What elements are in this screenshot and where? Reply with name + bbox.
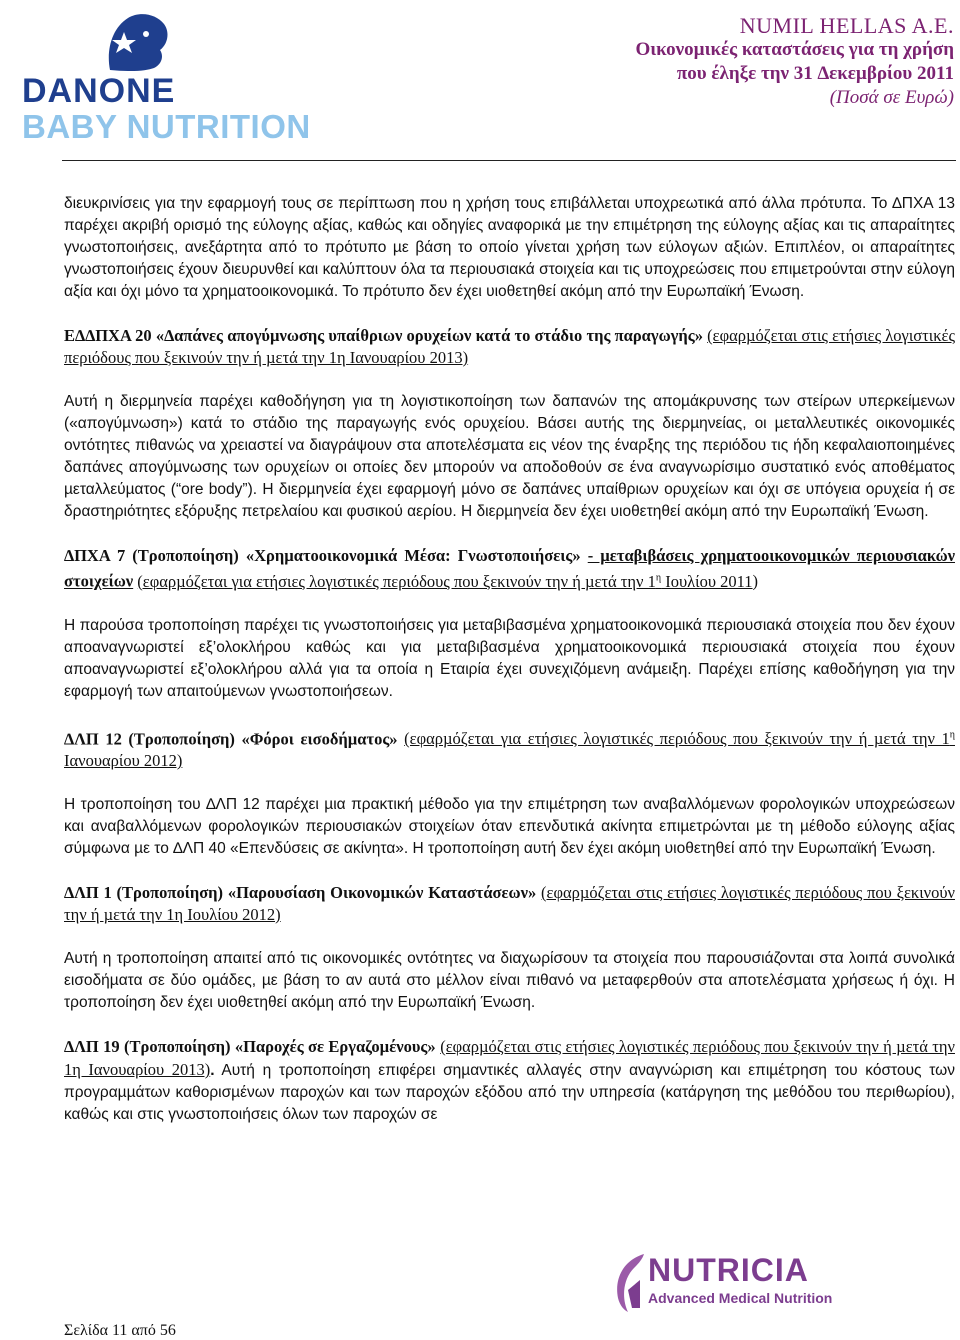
danone-child-star-icon: [102, 10, 172, 72]
heading-ias12: [64, 725, 955, 773]
paragraph-ias12: Η τροποποίηση του ∆ΛΠ 12 παρέχει µια πρακτική µέθοδο για την επιµέτρηση των αναβαλλόµενων φορολογικών υποχρεώσεων και αναβαλλόµενων φορολογικών περιουσιακών στοιχείων όταν επενδυτικά ακίνητα επιµετρώνται µε τη µέθοδο εύλογης αξίας σύµφωνα µε το ∆ΛΠ 40 «Επενδύσεις σε ακίνητα». Η τροποποίηση αυτή δεν έχει ακόµη υιοθετηθεί από την Ευρωπαϊκή Ένωση.: [64, 796, 955, 857]
header-rule: [62, 160, 956, 161]
applicability-date: Ιανουαρίου 2012): [64, 751, 183, 770]
heading-ifrs7-title-tail: - µεταβιβάσεις χρηµατοοικονοµικών περιουσιακών στοιχείων: [64, 546, 955, 591]
paragraph-ias19-body: Αυτή η τροποποίηση επιφέρει σηµαντικές αλλαγές στην αναγνώριση και επιµέτρηση του κόστους των προγραµµάτων καθορισµένων παροχών και των παροχών εξόδου από την υπηρεσία (κατάργηση της µεθόδου του περιθωρίου), καθώς και στις γνωστοποιήσεις όλων των παροχών σε: [64, 1062, 955, 1123]
heading-ias19-title: ∆ΛΠ 19 (Τροποποίηση) «Παροχές σε Εργαζοµένους»: [64, 1037, 436, 1056]
page-number: Σελίδα 11 από 56: [64, 1322, 176, 1339]
danone-wordmark: DANONE: [22, 72, 176, 110]
heading-ias1-applicability: (εφαρµόζεται στις ετήσιες λογιστικές περιόδους που ξεκινούν την ή µετά την 1η Ιουλίου 2012): [64, 883, 955, 924]
heading-ifrs7: [64, 545, 955, 593]
heading-ias19-applicability: (εφαρµόζεται στις ετήσιες λογιστικές περιόδους που ξεκινούν την ή µετά την 1η Ιανουαρίου 2013): [64, 1037, 955, 1079]
heading-ifrs7-title: ∆ΠΧΑ 7 (Τροποποίηση) «Χρηµατοοικονοµικά Μέσα: Γνωστοποιήσεις»: [64, 546, 581, 565]
currency-note: (Ποσά σε Ευρώ): [829, 87, 954, 108]
company-name: NUMIL HELLAS A.E.: [739, 13, 954, 38]
period-line: που έληξε την 31 ∆εκεµβρίου 2011: [676, 63, 954, 84]
nutricia-arc-icon: [610, 1250, 650, 1314]
nutricia-tagline: Advanced Medical Nutrition: [648, 1290, 833, 1306]
paragraph-ifric20: Αυτή η διερµηνεία παρέχει καθοδήγηση για τη λογιστικοποίηση των δαπανών της αποµάκρυνσης των στείρων υπερκείµενων («απογύµνωση») κατά το στάδιο της παραγωγής ενός ορυχείου. Βάσει αυτής της διερµηνείας, οι µεταλλευτικές οικονοµικές οντότητες πιθανώς να χρειαστεί να διαγράψουν στα αποτελέσµατα εις νέον της έναρξης της περιόδου τις ήδη κεφαλαιοποιηµένες δαπάνες απογύµνωσης των ορυχείων οι οποίες δεν µπορούν να αποδοθούν σε ένα αναγνωρίσιµο συστατικό ενός αποθέµατος µεταλλεύµατος (“ore body”). Η διερµηνεία έχει εφαρµογή µόνο σε δαπάνες υπαίθριων ορυχείων και όχι σε υπόγεια ορυχεία ή σε δραστηριότητες εξόρυξης πετρελαίου και φυσικού αερίου. Η διερµηνεία δεν έχει υιοθετηθεί ακόµη από την Ευρωπαϊκή Ένωση.: [64, 393, 955, 520]
closing-paren: ): [752, 571, 759, 591]
heading-ias1-title: ∆ΛΠ 1 (Τροποποίηση) «Παρουσίαση Οικονοµικών Καταστάσεων»: [64, 883, 537, 902]
heading-ifric20: [64, 325, 955, 369]
paragraph-ias1: Αυτή η τροποποίηση απαιτεί από τις οικονοµικές οντότητες να διαχωρίσουν τα στοιχεία που παρουσιάζονται στα λοιπά συνολικά εισοδήµατα σε δύο οµάδες, µε βάση το αν αυτά στο µέλλον είναι πιθανό να µεταφερθούν στα αποτελέσµατα χρήσεως ή όχι. Η τροποποίηση δεν έχει υιοθετηθεί ακόµη από την Ευρωπαϊκή Ένωση.: [64, 950, 955, 1011]
heading-ifric20-applicability: (εφαρµόζεται στις ετήσιες λογιστικές περιόδους που ξεκινούν την ή µετά την 1η Ιανουαρίου 2013): [64, 326, 956, 367]
baby-nutrition-wordmark: BABY NUTRITION: [22, 108, 311, 145]
applicability-text: (εφαρµόζεται για ετήσιες λογιστικές περιόδους που ξεκινούν την ή µετά την 1: [404, 729, 950, 748]
statements-title: Οικονοµικές καταστάσεις για τη χρήση: [635, 39, 954, 60]
heading-ias19-period: .: [210, 1062, 215, 1079]
ordinal-superscript: η: [949, 729, 955, 741]
nutricia-logo: [610, 1248, 835, 1318]
paragraph-ifrs7: Η παρούσα τροποποίηση παρέχει τις γνωστοποιήσεις για µεταβιβασµένα χρηµατοοικονοµικά περιουσιακά στοιχεία που δεν έχουν αποαναγνωριστεί εξ’ολοκλήρου καθώς και για µεταβιβασµένα χρηµατοοικονοµικά περιουσιακά στοιχεία που έχουν αποαναγνωριστεί εξ’ολοκλήρου αλλά για τα οποία η Εταιρία έχει συνεχιζόµενη ανάµειξη. Παρέχει επίσης καθοδήγηση για την εφαρµογή των απαιτούµενων γνωστοποιήσεων.: [64, 616, 955, 700]
danone-baby-nutrition-logo: [20, 10, 311, 145]
ordinal-superscript: η: [655, 572, 662, 583]
applicability-text: (εφαρµόζεται για ετήσιες λογιστικές περιόδους που ξεκινούν την ή µετά την 1: [137, 571, 656, 591]
nutricia-wordmark: NUTRICIA: [648, 1252, 809, 1288]
paragraph-ias19: [64, 1036, 955, 1126]
document-header: [636, 14, 955, 110]
document-body: [64, 193, 955, 1126]
heading-ias1: [64, 882, 955, 926]
paragraph-ifrs13-continued: διευκρινίσεις για την εφαρµογή τους σε περίπτωση που η χρήση τους επιβάλλεται υποχρεωτικά από άλλα πρότυπα. Το ∆ΠΧΑ 13 παρέχει ακριβή ορισµό της εύλογης αξίας, καθώς και οδηγίες αναφορικά µε την επιµέτρηση της εύλογης αξίας και τις απαραίτητες γνωστοποιήσεις, ανεξάρτητα από το πρότυπο µε βάση το οποίο γίνεται χρήση των εύλογων αξιών. Επιπλέον, οι απαραίτητες γνωστοποιήσεις έχουν διευρυνθεί και καλύπτουν όλα τα περιουσιακά στοιχεία και τις υποχρεώσεις που επιµετρούνται στην εύλογη αξία και όχι µόνο τα χρηµατοοικονοµικά. Το πρότυπο δεν έχει υιοθετηθεί ακόµη από την Ευρωπαϊκή Ένωση.: [64, 195, 955, 300]
heading-ifric20-title: Ε∆∆ΠΧΑ 20 «∆απάνες απογύµνωσης υπαίθριων ορυχείων κατά το στάδιο της παραγωγής»: [64, 326, 703, 345]
heading-ias12-title: ∆ΛΠ 12 (Τροποποίηση) «Φόροι εισοδήµατος»: [64, 729, 398, 748]
applicability-date: Ιουλίου 2011: [661, 571, 753, 591]
heading-ifrs7-applicability: [137, 572, 752, 591]
